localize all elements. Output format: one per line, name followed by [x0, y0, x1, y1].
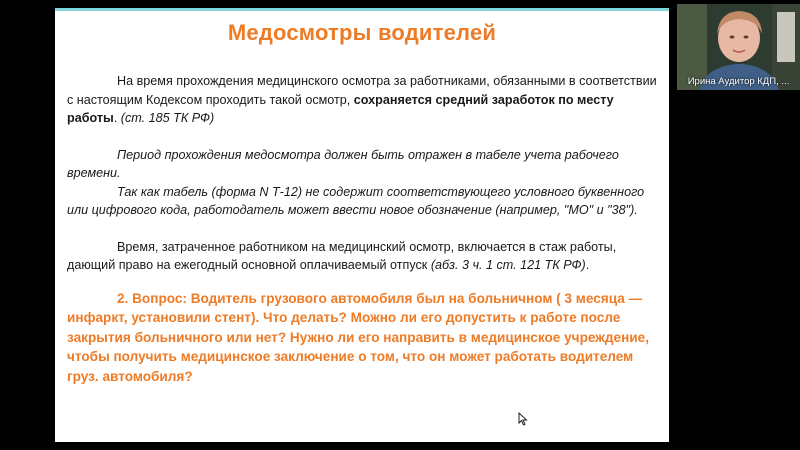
paragraph-text: На время прохождения медицинского осмотра за работниками, обязанными в соответствии с настоящим Кодексом проходить такой осмотр,	[67, 74, 657, 107]
law-reference: (ст. 185 ТК РФ)	[120, 111, 215, 125]
participant-name: Ирина Аудитор КДП, ...	[687, 76, 790, 87]
slide-body	[67, 72, 663, 386]
paragraph-tail: .	[113, 111, 121, 125]
presentation-slide	[55, 8, 669, 442]
paragraph-bold-text: сохраняется средний заработок по месту работы	[67, 92, 614, 125]
slide-title: Медосмотры водителей	[227, 20, 497, 45]
paragraph-tail: .	[585, 258, 590, 272]
webcam-tile[interactable]	[677, 4, 800, 90]
paragraph-work-experience	[67, 238, 663, 275]
paragraph-average-earnings	[67, 72, 663, 128]
paragraph-timesheet-code: Так как табель (форма N Т-12) не содержит соответствующего условного буквенного или цифрового кода, работодатель может ввести новое обозначение (например, "МО" и "38").	[67, 184, 645, 217]
slide-top-line	[55, 8, 669, 11]
paragraph-timesheet: Период прохождения медосмотра должен быть отражен в табеле учета рабочего времени.	[67, 147, 619, 180]
mouse-cursor-icon	[518, 412, 528, 426]
law-reference: (абз. 3 ч. 1 ст. 121 ТК РФ)	[430, 258, 586, 272]
question-paragraph: 2. Вопрос: Водитель грузового автомобиля был на больничном ( 3 месяца — инфаркт, установили стент). Что делать? Можно ли его допустить к работе после закрытия больничного или нет? Нужно ли его направить в медицинское учреждение, чтобы получить медицинское заключение о том, что он может работать водителем груз. автомобиля?	[67, 290, 649, 384]
paragraph-text: Время, затраченное работником на медицинский осмотр, включается в стаж работы, дающий право на ежегодный основной оплачиваемый отпуск	[67, 239, 617, 272]
